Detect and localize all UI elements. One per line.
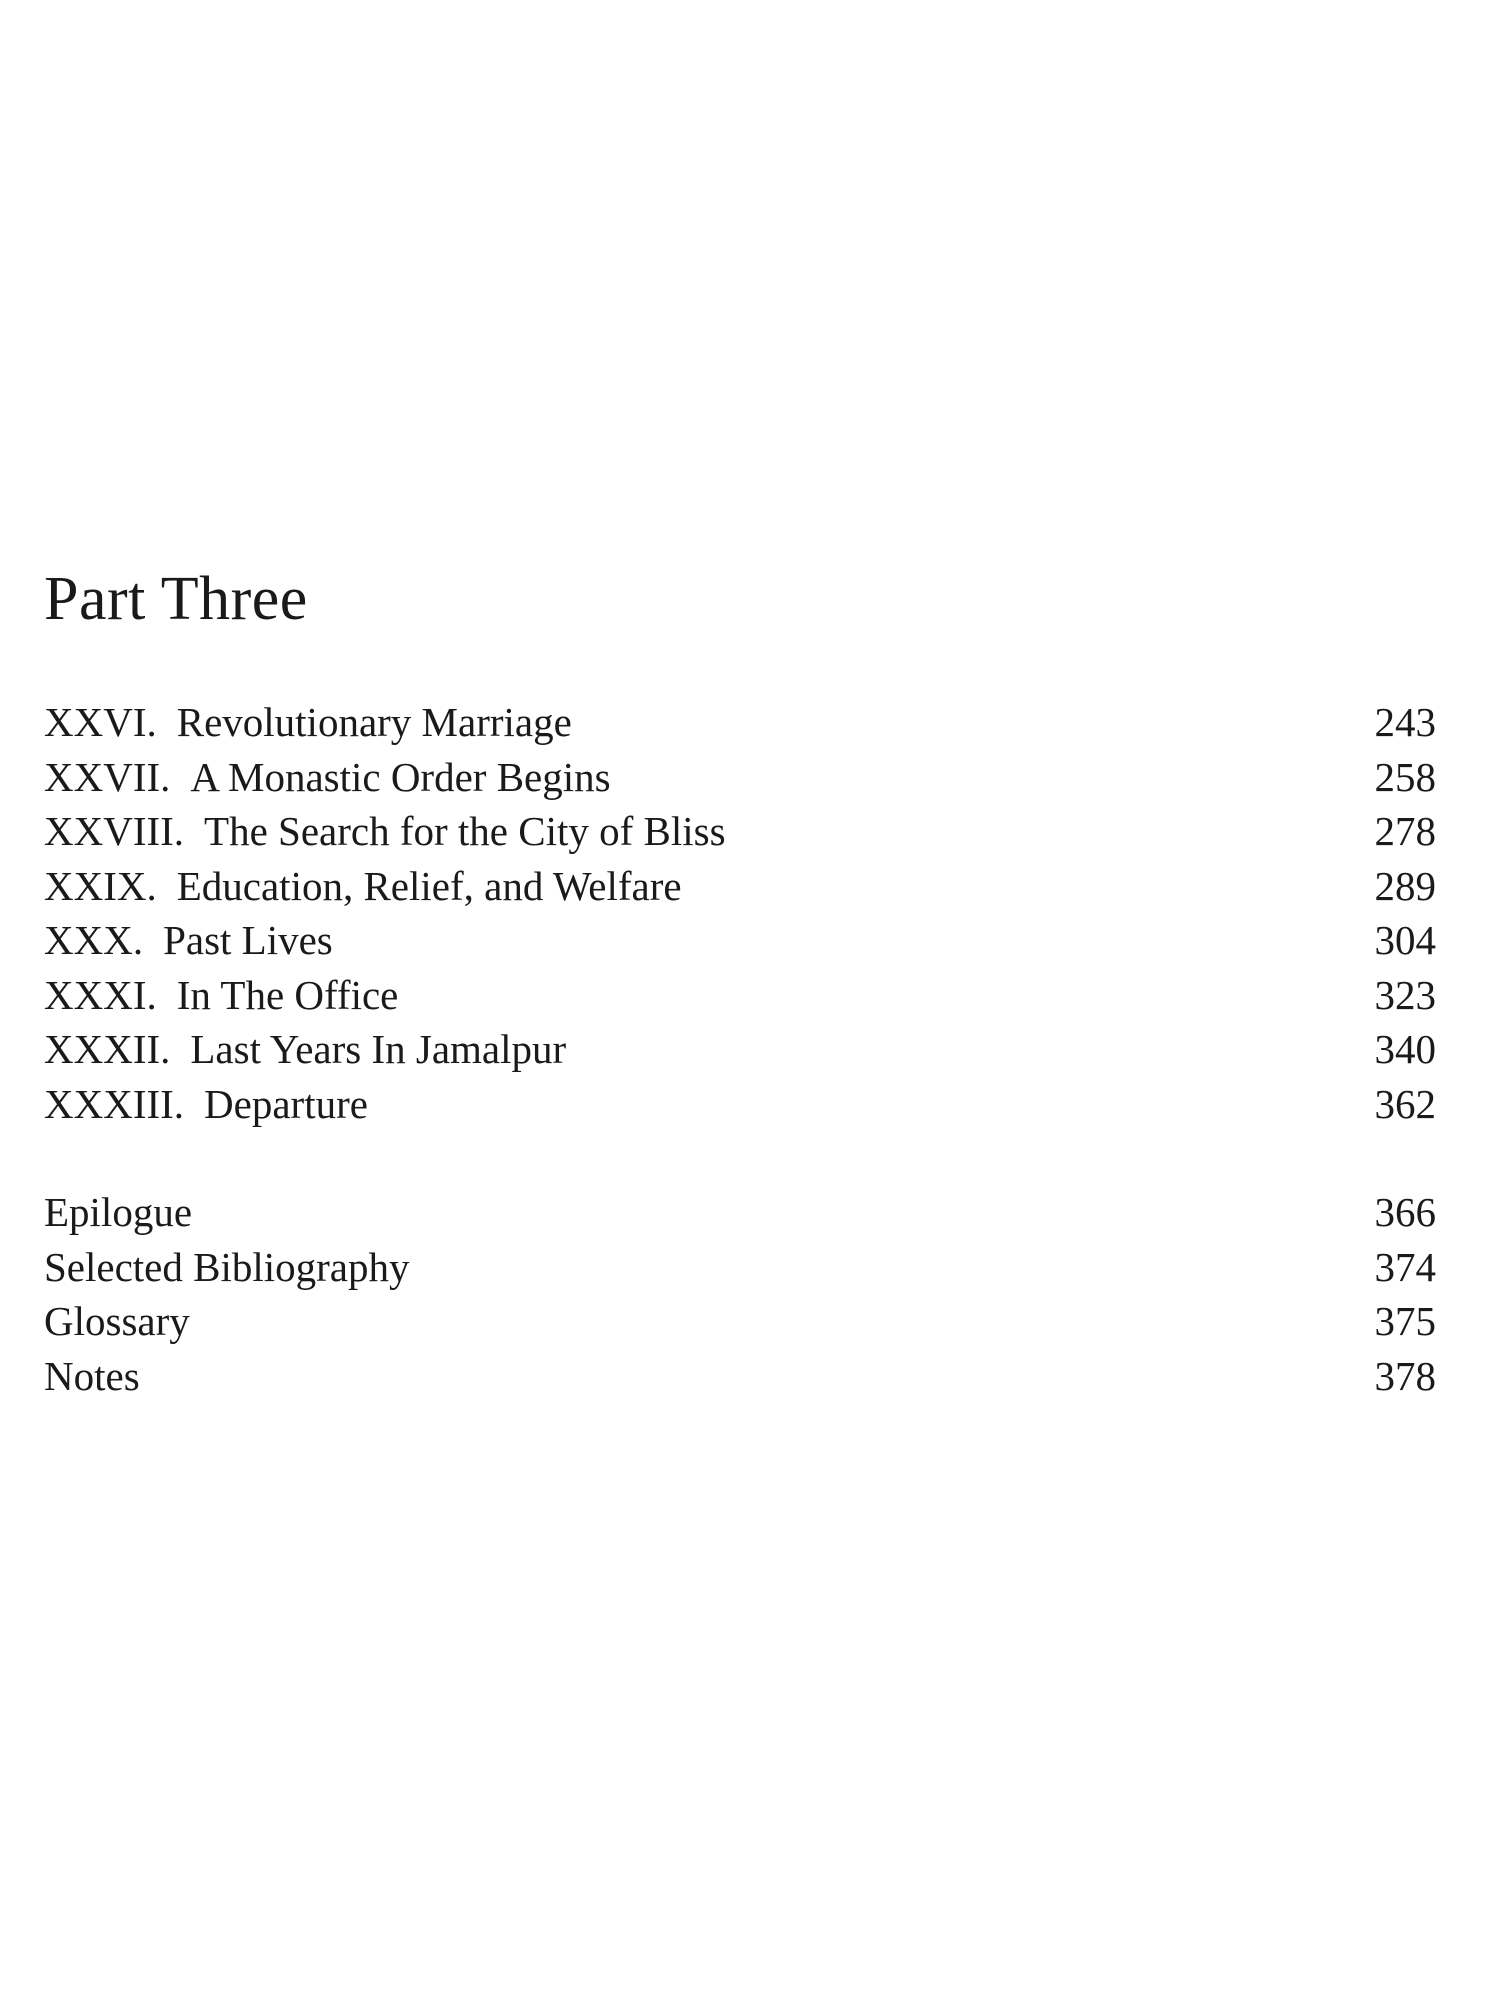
chapter-numeral: XXVII. <box>44 753 171 800</box>
page-number: 278 <box>1374 808 1436 854</box>
page-number: 374 <box>1374 1243 1436 1290</box>
chapter-title: A Monastic Order Begins <box>190 753 611 800</box>
chapter-list <box>44 695 1436 1131</box>
chapter-numeral: XXX. <box>44 917 144 963</box>
toc-entry-back-matter <box>44 1294 1436 1349</box>
page-number: 362 <box>1374 1080 1436 1127</box>
chapter-title: The Search for the City of Bliss <box>204 808 726 854</box>
toc-entry-chapter <box>44 804 1436 859</box>
back-matter-list <box>44 1185 1436 1403</box>
page-number: 304 <box>1374 917 1436 963</box>
chapter-title: Revolutionary Marriage <box>176 699 572 745</box>
entry-title: Selected Bibliography <box>44 1243 410 1290</box>
entry-title: Epilogue <box>44 1189 193 1235</box>
toc-entry-chapter <box>44 1022 1436 1077</box>
toc-entry-chapter <box>44 913 1436 968</box>
toc-entry-back-matter <box>44 1240 1436 1295</box>
toc-entry-back-matter <box>44 1349 1436 1404</box>
chapter-title: In The Office <box>176 971 399 1018</box>
entry-title: Glossary <box>44 1298 190 1344</box>
toc-entry-chapter <box>44 968 1436 1023</box>
page-number: 258 <box>1374 753 1436 800</box>
chapter-numeral: XXIX. <box>44 862 157 909</box>
chapter-numeral: XXVIII. <box>44 808 185 854</box>
page-number: 323 <box>1374 971 1436 1018</box>
chapter-title: Education, Relief, and Welfare <box>176 862 682 909</box>
chapter-numeral: XXXIII. <box>44 1080 185 1127</box>
page-number: 375 <box>1374 1298 1436 1344</box>
toc-entry-chapter <box>44 750 1436 805</box>
entry-title: Notes <box>44 1352 140 1399</box>
toc-entry-chapter <box>44 1077 1436 1132</box>
page-number: 340 <box>1374 1026 1436 1072</box>
part-title: Part Three <box>44 565 308 633</box>
chapter-title: Departure <box>204 1080 368 1127</box>
page-number: 366 <box>1374 1189 1436 1235</box>
chapter-numeral: XXXII. <box>44 1026 171 1072</box>
chapter-title: Last Years In Jamalpur <box>190 1026 567 1072</box>
chapter-numeral: XXXI. <box>44 971 157 1018</box>
page-number: 378 <box>1374 1352 1436 1399</box>
toc-entry-back-matter <box>44 1185 1436 1240</box>
page-number: 289 <box>1374 862 1436 909</box>
chapter-title: Past Lives <box>163 917 333 963</box>
page-number: 243 <box>1374 699 1436 745</box>
toc-entry-chapter <box>44 859 1436 914</box>
toc-entry-chapter <box>44 695 1436 750</box>
chapter-numeral: XXVI. <box>44 699 157 745</box>
